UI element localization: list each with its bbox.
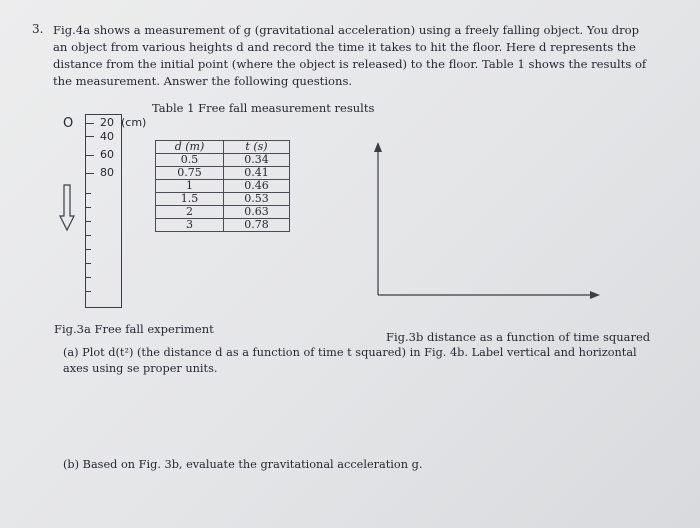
- table-caption: Table 1 Free fall measurement results: [152, 101, 375, 115]
- part-b-text: (b) Based on Fig. 3b, evaluate the gravitational acceleration g.: [63, 458, 423, 471]
- question-number: 3.: [32, 22, 44, 36]
- question-text: Fig.4a shows a measurement of g (gravitational acceleration) using a freely falling object. You drop an object from various heights d and record the time it takes to hit the floor. Here d represents the distance from the initial point (where the object is released) to the floor. Table 1 shows the results of the measurement. Answer the following questions.: [53, 23, 647, 88]
- cell-distance: 1.5: [156, 193, 224, 206]
- cell-time: 0.41: [224, 167, 290, 180]
- header-distance: d (m): [156, 141, 224, 154]
- table-header-row: [156, 141, 290, 154]
- release-point-label: O: [63, 116, 74, 131]
- falling-direction-arrow-icon: [58, 184, 76, 232]
- ruler-label-40: 40: [100, 130, 114, 143]
- cell-distance: 3: [156, 219, 224, 232]
- cell-distance: 0.5: [156, 154, 224, 167]
- ruler-unit: (cm): [121, 116, 147, 129]
- part-a-text: (a) Plot d(t²) (the distance d as a function of time t squared) in Fig. 4b. Label vertical and horizontal axes using se proper units.: [63, 346, 637, 375]
- table-row: [156, 206, 290, 219]
- table-row: [156, 167, 290, 180]
- cell-time: 0.78: [224, 219, 290, 232]
- table-row: [156, 180, 290, 193]
- horizontal-axis-arrow-icon: [590, 291, 600, 299]
- ruler-label-60: 60: [100, 148, 114, 161]
- vertical-axis-arrow-icon: [374, 142, 382, 152]
- empty-graph-axes: [370, 140, 610, 300]
- measurement-table: [155, 140, 290, 232]
- cell-time: 0.63: [224, 206, 290, 219]
- ruler-label-80: 80: [100, 166, 114, 179]
- header-time: t (s): [224, 141, 290, 154]
- figure-b-caption: Fig.3b distance as a function of time squared: [386, 330, 651, 344]
- cell-distance: 0.75: [156, 167, 224, 180]
- table-row: [156, 154, 290, 167]
- cell-time: 0.53: [224, 193, 290, 206]
- table-row: [156, 193, 290, 206]
- measuring-ruler: [85, 114, 147, 308]
- cell-time: 0.46: [224, 180, 290, 193]
- ruler-label-20: 20: [100, 116, 114, 129]
- cell-time: 0.34: [224, 154, 290, 167]
- table-row: [156, 219, 290, 232]
- cell-distance: 2: [156, 206, 224, 219]
- figure-a-caption: Fig.3a Free fall experiment: [54, 322, 214, 336]
- cell-distance: 1: [156, 180, 224, 193]
